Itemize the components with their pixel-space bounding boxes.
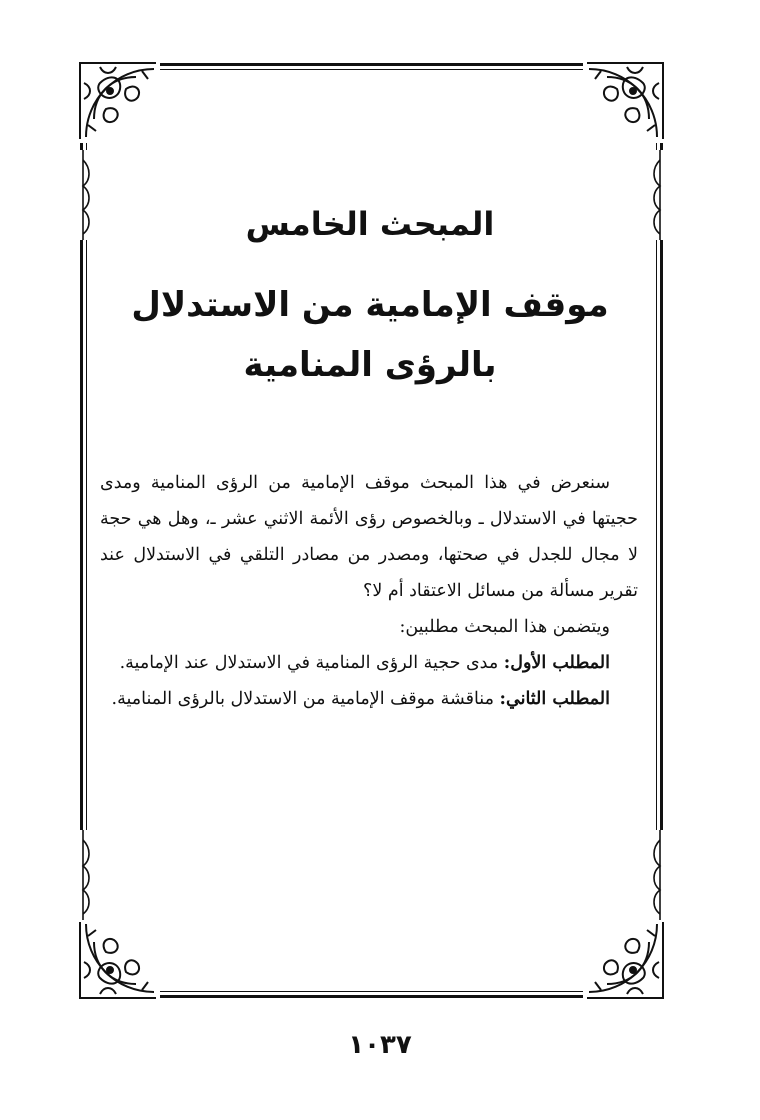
body-text	[100, 465, 638, 717]
chapter-title-line-1: موقف الإمامية من الاستدلال	[131, 285, 609, 325]
side-scroll-ornament-icon	[79, 830, 93, 920]
chapter-title-line-2: بالرؤى المنامية	[243, 345, 497, 385]
floral-corner-ornament-icon	[76, 918, 160, 1002]
contains-paragraph: ويتضمن هذا المبحث مطلبين:	[399, 617, 610, 637]
section-label: المبحث الخامس	[245, 205, 495, 243]
side-scroll-ornament-icon	[650, 150, 664, 240]
floral-corner-ornament-icon	[583, 59, 667, 143]
intro-paragraph: سنعرض في هذا المبحث موقف الإمامية من الرؤى المنامية ومدى حجيتها في الاستدلال ـ وبالخصوص رؤى الأئمة الاثني عشر ـ، وهل هي حجة لا مجال للجدل في صحتها، ومصدر من مصادر التلقي في الاستدلال عند تقرير مسألة من مسائل الاعتقاد أم لا؟	[100, 473, 638, 601]
page-number: ١٠٣٧	[348, 1030, 412, 1060]
item-label: المطلب الأول:	[503, 653, 610, 673]
floral-corner-ornament-icon	[76, 59, 160, 143]
list-item	[100, 681, 638, 717]
item-text: مناقشة موقف الإمامية من الاستدلال بالرؤى المنامية.	[111, 689, 500, 709]
side-scroll-ornament-icon	[650, 830, 664, 920]
item-text: مدى حجية الرؤى المنامية في الاستدلال عند الإمامية.	[119, 653, 504, 673]
side-scroll-ornament-icon	[79, 150, 93, 240]
item-label: المطلب الثاني:	[499, 689, 610, 709]
list-item	[100, 645, 638, 681]
floral-corner-ornament-icon	[583, 918, 667, 1002]
